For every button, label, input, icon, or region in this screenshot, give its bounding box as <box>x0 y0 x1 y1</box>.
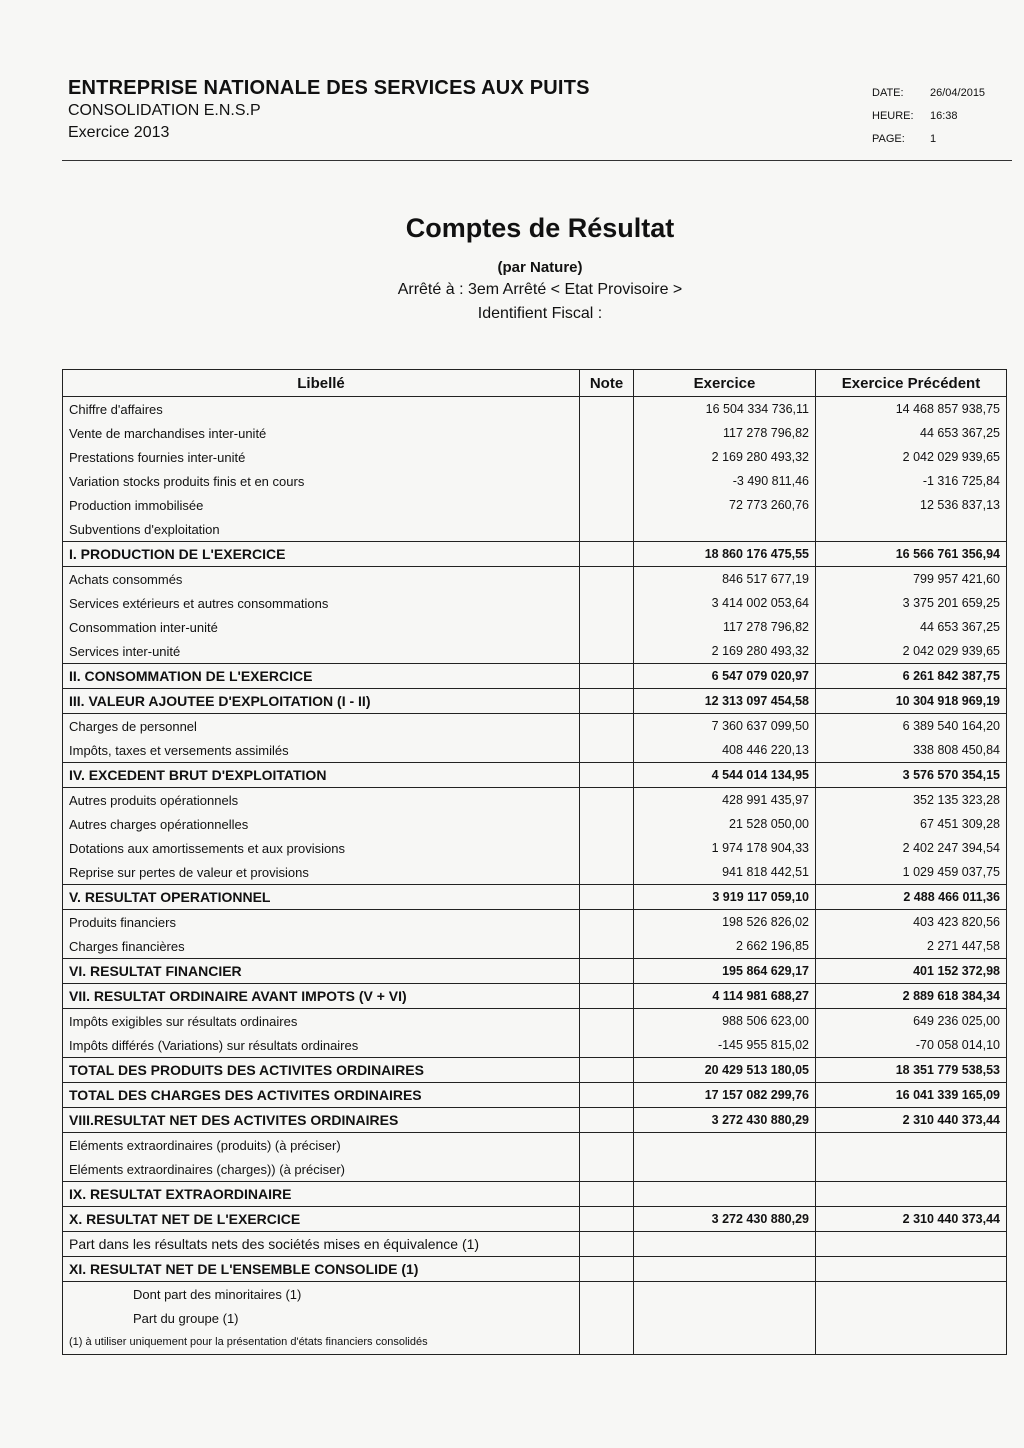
table-row <box>63 591 1007 615</box>
row-previous <box>816 1133 1007 1158</box>
row-note <box>580 591 634 615</box>
row-current <box>634 1330 816 1355</box>
row-previous: 14 468 857 938,75 <box>816 397 1007 422</box>
table-row <box>63 493 1007 517</box>
row-previous <box>816 1282 1007 1307</box>
row-note <box>580 639 634 664</box>
row-note <box>580 664 634 689</box>
row-label: Impôts exigibles sur résultats ordinaires <box>63 1009 580 1034</box>
row-current: 2 662 196,85 <box>634 934 816 959</box>
row-current: 3 414 002 053,64 <box>634 591 816 615</box>
row-note <box>580 493 634 517</box>
row-note <box>580 860 634 885</box>
table-row <box>63 1182 1007 1207</box>
row-note <box>580 984 634 1009</box>
row-note <box>580 1282 634 1307</box>
row-label: Impôts, taxes et versements assimilés <box>63 738 580 763</box>
row-current: 21 528 050,00 <box>634 812 816 836</box>
row-label: Dont part des minoritaires (1) <box>63 1282 580 1307</box>
row-label: Services extérieurs et autres consommations <box>63 591 580 615</box>
row-previous: 6 261 842 387,75 <box>816 664 1007 689</box>
row-label: (1) à utiliser uniquement pour la présentation d'états financiers consolidés <box>63 1330 580 1355</box>
table-row <box>63 1330 1007 1355</box>
row-label: Services inter-unité <box>63 639 580 664</box>
row-current: 117 278 796,82 <box>634 615 816 639</box>
row-previous <box>816 517 1007 542</box>
title-block <box>0 208 1024 326</box>
row-label: VI. RESULTAT FINANCIER <box>63 959 580 984</box>
row-current: 988 506 623,00 <box>634 1009 816 1034</box>
table-row <box>63 934 1007 959</box>
row-note <box>580 469 634 493</box>
row-label: TOTAL DES PRODUITS DES ACTIVITES ORDINAIRES <box>63 1058 580 1083</box>
row-previous <box>816 1182 1007 1207</box>
row-previous: 2 310 440 373,44 <box>816 1108 1007 1133</box>
row-current: 16 504 334 736,11 <box>634 397 816 422</box>
document-title: Comptes de Résultat <box>405 213 675 243</box>
row-note <box>580 763 634 788</box>
table-row <box>63 836 1007 860</box>
row-note <box>580 714 634 739</box>
table-row <box>63 1157 1007 1182</box>
row-current <box>634 517 816 542</box>
row-previous: 2 042 029 939,65 <box>816 639 1007 664</box>
row-previous: -70 058 014,10 <box>816 1033 1007 1058</box>
row-previous: 3 375 201 659,25 <box>816 591 1007 615</box>
row-current: 20 429 513 180,05 <box>634 1058 816 1083</box>
row-note <box>580 1157 634 1182</box>
table-row <box>63 664 1007 689</box>
row-label: Reprise sur pertes de valeur et provisions <box>63 860 580 885</box>
row-note <box>580 1257 634 1282</box>
table-row <box>63 1232 1007 1257</box>
row-previous: 799 957 421,60 <box>816 567 1007 592</box>
row-current: 3 272 430 880,29 <box>634 1207 816 1232</box>
row-label: Eléments extraordinaires (charges)) (à préciser) <box>63 1157 580 1182</box>
header-exercice: Exercice <box>634 370 816 397</box>
row-current <box>634 1257 816 1282</box>
row-current <box>634 1157 816 1182</box>
row-label: Impôts différés (Variations) sur résultats ordinaires <box>63 1033 580 1058</box>
row-previous <box>816 1330 1007 1355</box>
row-label: IX. RESULTAT EXTRAORDINAIRE <box>63 1182 580 1207</box>
table-row <box>63 1282 1007 1307</box>
income-statement-table <box>62 369 1007 1355</box>
table-row <box>63 738 1007 763</box>
row-current: 6 547 079 020,97 <box>634 664 816 689</box>
row-note <box>580 1009 634 1034</box>
exercise-year: Exercice 2013 <box>68 124 170 141</box>
table-row <box>63 860 1007 885</box>
row-current: 846 517 677,19 <box>634 567 816 592</box>
row-label: V. RESULTAT OPERATIONNEL <box>63 885 580 910</box>
row-label: Variation stocks produits finis et en cours <box>63 469 580 493</box>
row-previous: 44 653 367,25 <box>816 421 1007 445</box>
row-label: Vente de marchandises inter-unité <box>63 421 580 445</box>
row-current: 198 526 826,02 <box>634 910 816 935</box>
row-label: Chiffre d'affaires <box>63 397 580 422</box>
row-note <box>580 1330 634 1355</box>
row-current <box>634 1133 816 1158</box>
header-divider <box>62 160 1012 161</box>
row-note <box>580 397 634 422</box>
row-note <box>580 421 634 445</box>
table-row <box>63 812 1007 836</box>
table-row <box>63 984 1007 1009</box>
row-previous: 3 576 570 354,15 <box>816 763 1007 788</box>
row-previous: 352 135 323,28 <box>816 788 1007 813</box>
row-previous <box>816 1306 1007 1330</box>
row-label: Autres produits opérationnels <box>63 788 580 813</box>
row-label: Charges financières <box>63 934 580 959</box>
row-previous: 649 236 025,00 <box>816 1009 1007 1034</box>
row-current <box>634 1282 816 1307</box>
table-row <box>63 639 1007 664</box>
row-current: 3 919 117 059,10 <box>634 885 816 910</box>
table-row <box>63 1133 1007 1158</box>
row-label: VII. RESULTAT ORDINAIRE AVANT IMPOTS (V + VI) <box>63 984 580 1009</box>
row-note <box>580 567 634 592</box>
row-current: 941 818 442,51 <box>634 860 816 885</box>
table-row <box>63 397 1007 422</box>
row-previous: 67 451 309,28 <box>816 812 1007 836</box>
date-value: 26/04/2015 <box>930 87 986 99</box>
row-previous: 2 402 247 394,54 <box>816 836 1007 860</box>
row-current: 12 313 097 454,58 <box>634 689 816 714</box>
row-previous: 16 041 339 165,09 <box>816 1083 1007 1108</box>
row-note <box>580 1083 634 1108</box>
row-current: 1 974 178 904,33 <box>634 836 816 860</box>
table-row <box>63 1207 1007 1232</box>
row-current: 408 446 220,13 <box>634 738 816 763</box>
row-current: 4 544 014 134,95 <box>634 763 816 788</box>
header-meta <box>872 82 985 151</box>
table-row <box>63 469 1007 493</box>
header-exercice-precedent: Exercice Précédent <box>816 370 1007 397</box>
table-row <box>63 910 1007 935</box>
row-note <box>580 1232 634 1257</box>
row-current: 72 773 260,76 <box>634 493 816 517</box>
table-row <box>63 445 1007 469</box>
row-current: -3 490 811,46 <box>634 469 816 493</box>
row-label: I. PRODUCTION DE L'EXERCICE <box>63 542 580 567</box>
table-row <box>63 788 1007 813</box>
row-label: Dotations aux amortissements et aux provisions <box>63 836 580 860</box>
row-label: X. RESULTAT NET DE L'EXERCICE <box>63 1207 580 1232</box>
row-note <box>580 959 634 984</box>
row-label: Part du groupe (1) <box>63 1306 580 1330</box>
row-note <box>580 738 634 763</box>
row-previous: 6 389 540 164,20 <box>816 714 1007 739</box>
row-note <box>580 542 634 567</box>
row-previous: 2 889 618 384,34 <box>816 984 1007 1009</box>
row-label: III. VALEUR AJOUTEE D'EXPLOITATION (I - II) <box>63 689 580 714</box>
row-label: Achats consommés <box>63 567 580 592</box>
row-current: 17 157 082 299,76 <box>634 1083 816 1108</box>
row-current: 4 114 981 688,27 <box>634 984 816 1009</box>
row-label: II. CONSOMMATION DE L'EXERCICE <box>63 664 580 689</box>
fiscal-line: Identifient Fiscal : <box>477 305 603 322</box>
row-previous: 16 566 761 356,94 <box>816 542 1007 567</box>
row-note <box>580 910 634 935</box>
table-row <box>63 714 1007 739</box>
row-current: 2 169 280 493,32 <box>634 639 816 664</box>
row-previous: 338 808 450,84 <box>816 738 1007 763</box>
table-row <box>63 421 1007 445</box>
header-note: Note <box>580 370 634 397</box>
row-label: IV. EXCEDENT BRUT D'EXPLOITATION <box>63 763 580 788</box>
row-note <box>580 836 634 860</box>
row-current <box>634 1306 816 1330</box>
row-note <box>580 1133 634 1158</box>
header-libelle: Libellé <box>63 370 580 397</box>
row-previous: 44 653 367,25 <box>816 615 1007 639</box>
row-note <box>580 1182 634 1207</box>
table-row <box>63 959 1007 984</box>
table-row <box>63 1306 1007 1330</box>
row-label: Prestations fournies inter-unité <box>63 445 580 469</box>
date-label: DATE: <box>872 87 904 99</box>
row-previous: 18 351 779 538,53 <box>816 1058 1007 1083</box>
row-label: TOTAL DES CHARGES DES ACTIVITES ORDINAIRES <box>63 1083 580 1108</box>
row-previous: 2 042 029 939,65 <box>816 445 1007 469</box>
row-note <box>580 1108 634 1133</box>
row-label: Produits financiers <box>63 910 580 935</box>
row-previous: 401 152 372,98 <box>816 959 1007 984</box>
row-note <box>580 1306 634 1330</box>
time-label: HEURE: <box>872 110 914 122</box>
row-current: -145 955 815,02 <box>634 1033 816 1058</box>
row-note <box>580 885 634 910</box>
table-row <box>63 1108 1007 1133</box>
row-note <box>580 1058 634 1083</box>
row-current <box>634 1182 816 1207</box>
table-row <box>63 542 1007 567</box>
row-note <box>580 689 634 714</box>
row-note <box>580 1033 634 1058</box>
row-note <box>580 1207 634 1232</box>
row-note <box>580 445 634 469</box>
row-current <box>634 1232 816 1257</box>
table-row <box>63 1009 1007 1034</box>
row-note <box>580 615 634 639</box>
header-left <box>68 76 590 144</box>
table-row <box>63 689 1007 714</box>
table-row <box>63 517 1007 542</box>
table-header-row <box>63 370 1007 397</box>
table-row <box>63 1083 1007 1108</box>
row-current: 117 278 796,82 <box>634 421 816 445</box>
row-previous: 2 310 440 373,44 <box>816 1207 1007 1232</box>
table-row <box>63 615 1007 639</box>
row-label: Consommation inter-unité <box>63 615 580 639</box>
row-current: 2 169 280 493,32 <box>634 445 816 469</box>
document-subtitle: (par Nature) <box>497 259 583 276</box>
row-note <box>580 517 634 542</box>
row-previous: 12 536 837,13 <box>816 493 1007 517</box>
row-previous <box>816 1157 1007 1182</box>
row-previous: 2 271 447,58 <box>816 934 1007 959</box>
row-current: 7 360 637 099,50 <box>634 714 816 739</box>
consolidation-name: CONSOLIDATION E.N.S.P <box>68 102 261 119</box>
page-value: 1 <box>930 133 937 145</box>
row-label: Subventions d'exploitation <box>63 517 580 542</box>
row-previous <box>816 1257 1007 1282</box>
row-note <box>580 812 634 836</box>
row-label: Production immobilisée <box>63 493 580 517</box>
row-label: Autres charges opérationnelles <box>63 812 580 836</box>
row-previous: 1 029 459 037,75 <box>816 860 1007 885</box>
table-row <box>63 1033 1007 1058</box>
table-row <box>63 1257 1007 1282</box>
table-body <box>63 397 1007 1355</box>
row-note <box>580 788 634 813</box>
row-label: Eléments extraordinaires (produits) (à préciser) <box>63 1133 580 1158</box>
row-previous: 403 423 820,56 <box>816 910 1007 935</box>
row-label: XI. RESULTAT NET DE L'ENSEMBLE CONSOLIDE (1) <box>63 1257 580 1282</box>
row-previous: 2 488 466 011,36 <box>816 885 1007 910</box>
row-current: 195 864 629,17 <box>634 959 816 984</box>
arrete-line: Arrêté à : 3em Arrêté < Etat Provisoire > <box>397 281 683 298</box>
table-row <box>63 885 1007 910</box>
row-label: Part dans les résultats nets des sociétés mises en équivalence (1) <box>63 1232 580 1257</box>
row-previous <box>816 1232 1007 1257</box>
row-previous: 10 304 918 969,19 <box>816 689 1007 714</box>
row-current: 3 272 430 880,29 <box>634 1108 816 1133</box>
table-row <box>63 567 1007 592</box>
row-current: 18 860 176 475,55 <box>634 542 816 567</box>
time-value: 16:38 <box>930 110 958 122</box>
row-label: Charges de personnel <box>63 714 580 739</box>
row-previous: -1 316 725,84 <box>816 469 1007 493</box>
row-label: VIII.RESULTAT NET DES ACTIVITES ORDINAIRES <box>63 1108 580 1133</box>
row-note <box>580 934 634 959</box>
table-row <box>63 1058 1007 1083</box>
table-row <box>63 763 1007 788</box>
row-current: 428 991 435,97 <box>634 788 816 813</box>
company-name: ENTREPRISE NATIONALE DES SERVICES AUX PUITS <box>68 77 590 99</box>
page-label: PAGE: <box>872 133 905 145</box>
